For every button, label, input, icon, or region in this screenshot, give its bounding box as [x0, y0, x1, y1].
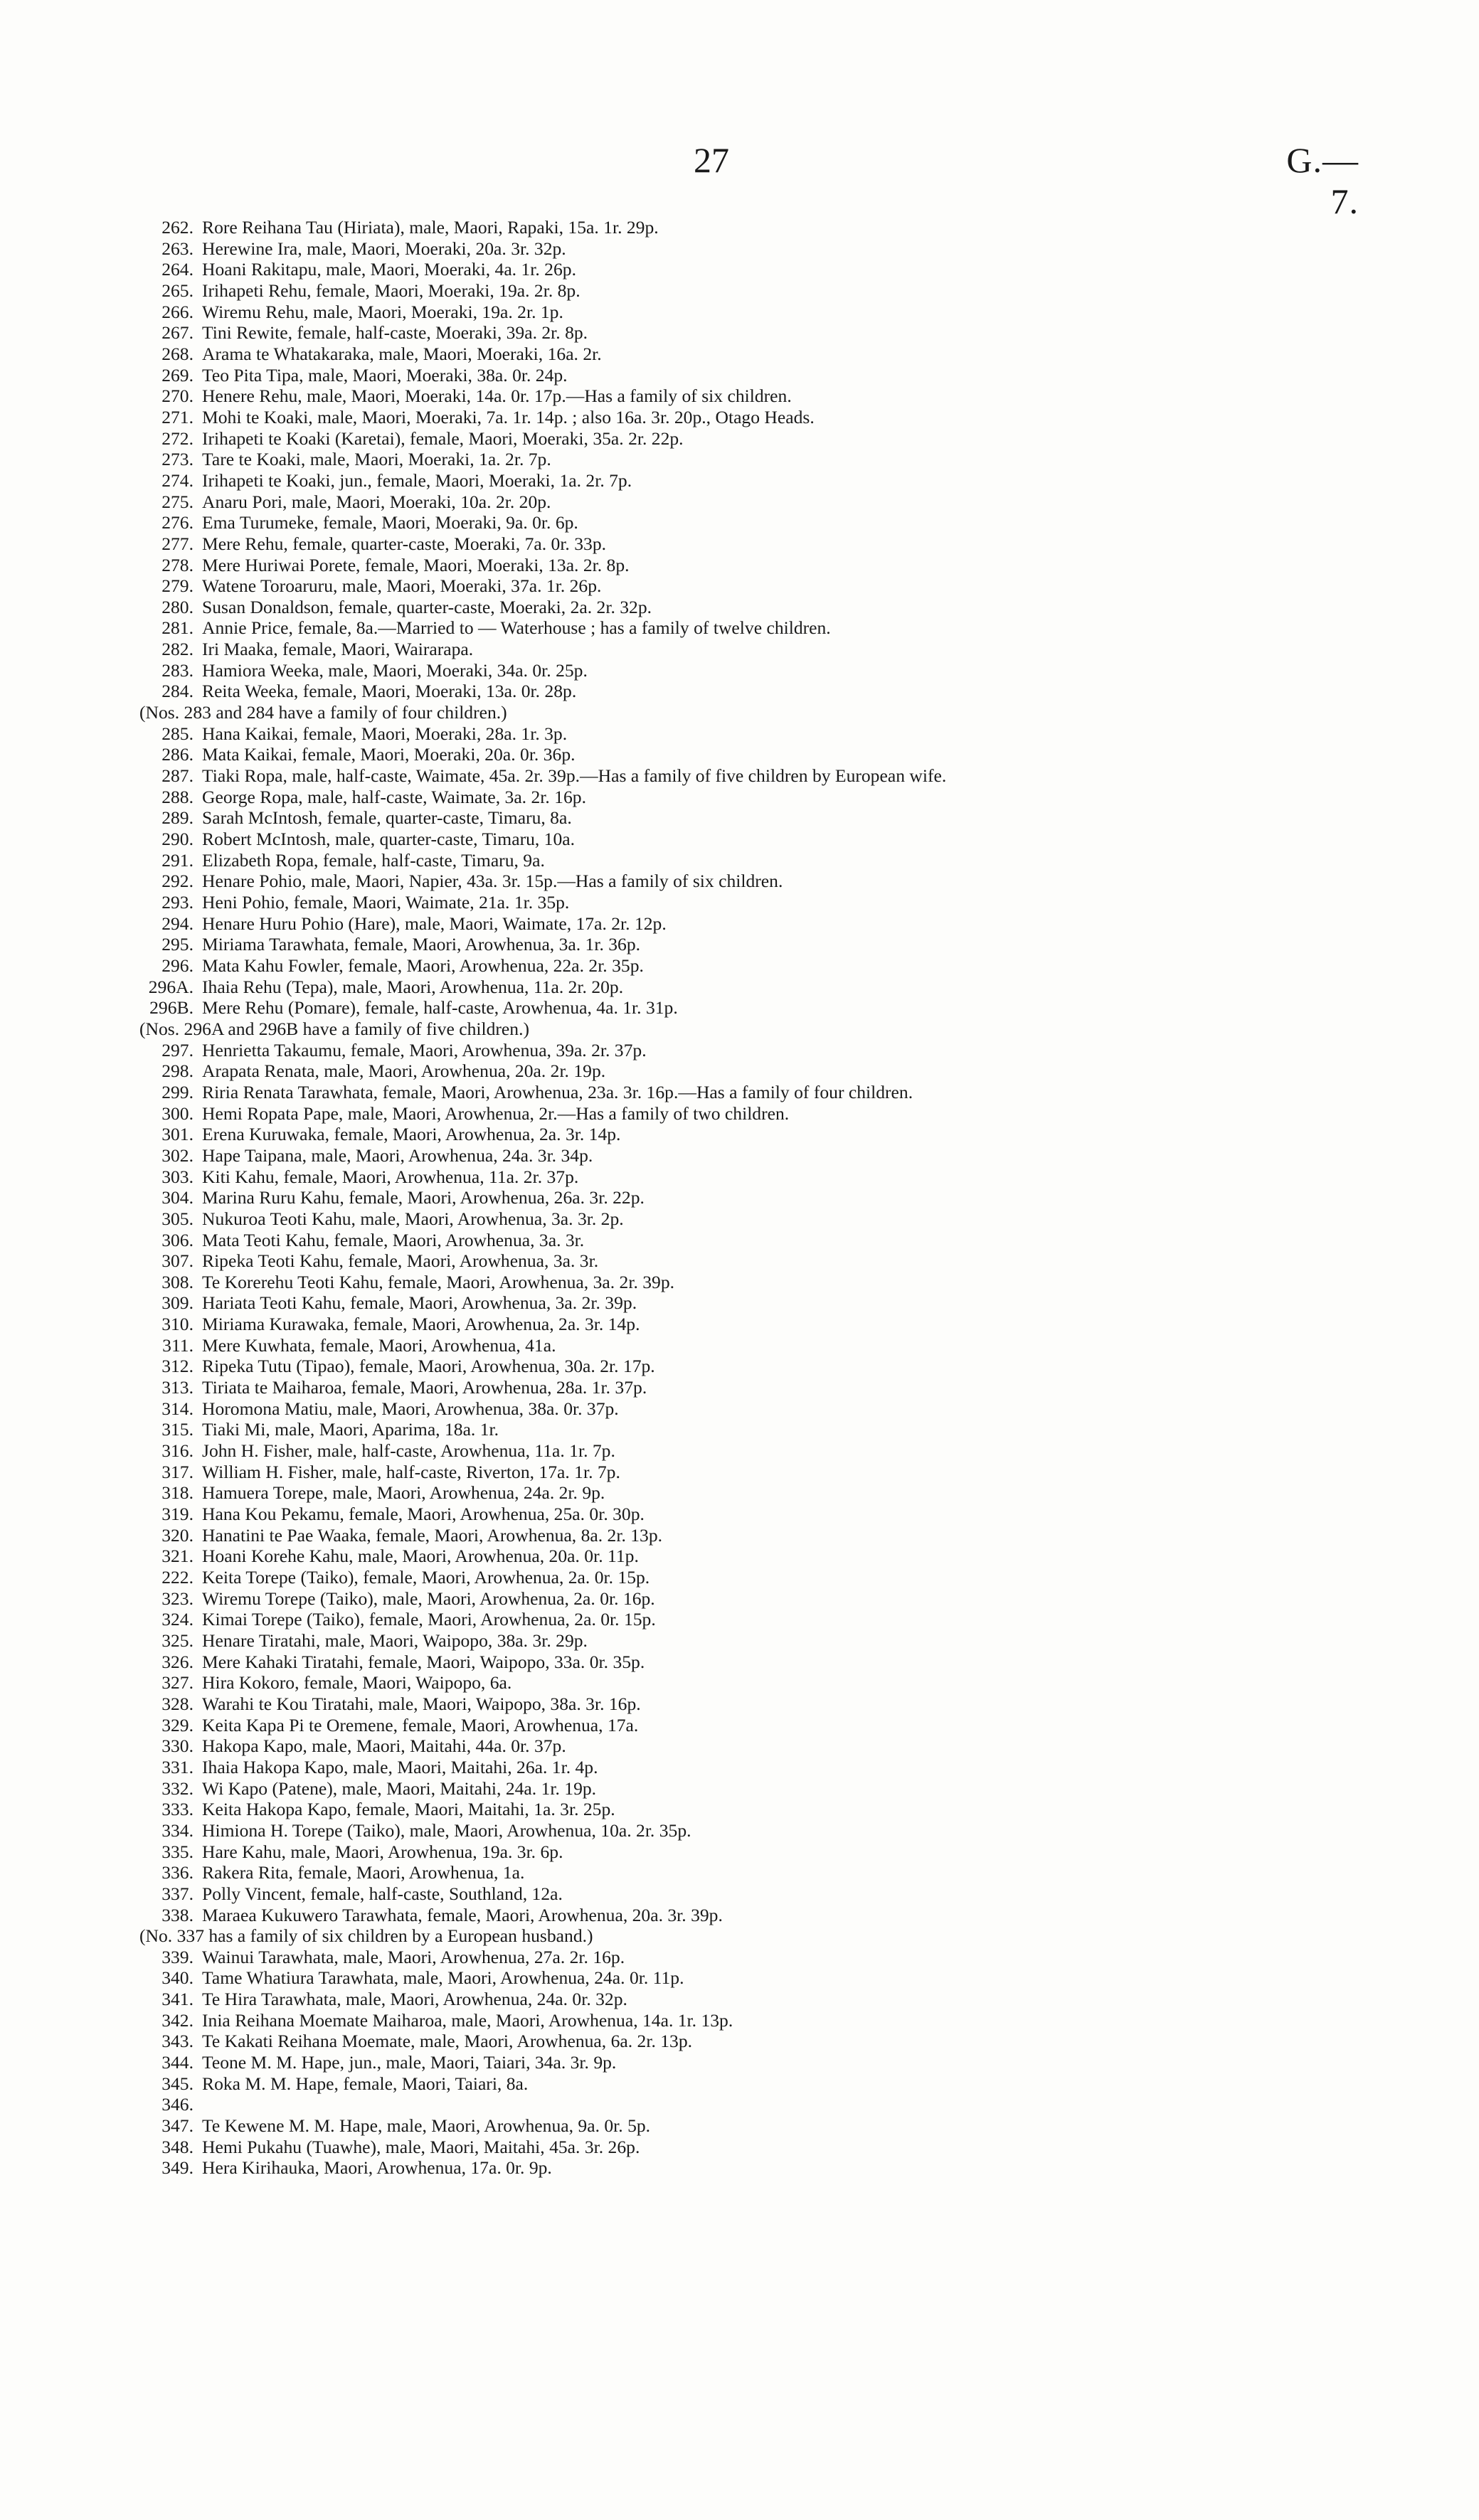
list-item	[139, 1504, 1434, 1525]
list-item	[139, 2031, 1434, 2052]
list-item	[139, 386, 1434, 407]
entry-number: 269.	[161, 364, 194, 386]
entry-number: 336.	[161, 1862, 194, 1883]
entry-text: Miriama Kurawaka, female, Maori, Arowhenua, 2a. 3r. 14p.	[202, 1314, 640, 1335]
entry-text: Keita Hakopa Kapo, female, Maori, Maitahi, 1a. 3r. 25p.	[202, 1799, 615, 1820]
entry-note: (Nos. 296A and 296B have a family of five children.)	[139, 1018, 529, 1039]
list-item	[139, 1862, 1434, 1883]
list-item	[139, 660, 1434, 681]
entry-text: Herewine Ira, male, Maori, Moeraki, 20a. 3r. 32p.	[202, 238, 566, 259]
list-item	[139, 787, 1434, 808]
entry-number: 344.	[161, 2052, 194, 2073]
entry-number: 296.	[161, 955, 194, 976]
entry-number: 310.	[161, 1314, 194, 1335]
list-item	[139, 1377, 1434, 1398]
list-item	[139, 322, 1434, 344]
entry-number: 311.	[162, 1334, 194, 1356]
entry-text: Ema Turumeke, female, Maori, Moeraki, 9a. 0r. 6p.	[202, 512, 578, 533]
list-item	[139, 2073, 1434, 2095]
entry-text: Polly Vincent, female, half-caste, Southland, 12a.	[202, 1883, 563, 1904]
list-item	[139, 1525, 1434, 1546]
entry-text: Hamiora Weeka, male, Maori, Moeraki, 34a. 0r. 25p.	[202, 659, 588, 681]
list-item	[139, 1356, 1434, 1377]
list-item	[139, 2094, 1434, 2115]
list-item	[139, 829, 1434, 850]
entry-text: Hare Kahu, male, Maori, Arowhenua, 19a. 3r. 6p.	[202, 1841, 563, 1862]
list-item	[139, 1567, 1434, 1588]
entry-number: 330.	[161, 1735, 194, 1757]
list-item	[139, 702, 1434, 723]
list-item	[139, 1694, 1434, 1715]
list-item	[139, 533, 1434, 555]
entry-note: (No. 337 has a family of six children by a European husband.)	[139, 1925, 593, 1947]
list-item	[139, 1272, 1434, 1293]
entry-text: Hana Kaikai, female, Maori, Moeraki, 28a. 1r. 3p.	[202, 723, 568, 744]
entry-number: 348.	[161, 2136, 194, 2157]
entry-text: Ihaia Hakopa Kapo, male, Maori, Maitahi, 26a. 1r. 4p.	[202, 1756, 598, 1777]
entry-number: 329.	[161, 1714, 194, 1735]
entry-text: Riria Renata Tarawhata, female, Maori, Arowhenua, 23a. 3r. 16p.—Has a family of four children.	[202, 1081, 913, 1102]
entry-text: Tare te Koaki, male, Maori, Moeraki, 1a. 2r. 7p.	[202, 449, 551, 470]
list-item	[139, 1925, 1434, 1947]
list-item	[139, 871, 1434, 892]
list-item	[139, 1440, 1434, 1462]
entry-text: Arama te Whatakaraka, male, Maori, Moeraki, 16a. 2r.	[202, 343, 602, 364]
entry-text: Heni Pohio, female, Maori, Waimate, 21a. 1r. 35p.	[202, 892, 570, 913]
list-item	[139, 575, 1434, 597]
list-item	[139, 2052, 1434, 2073]
list-item	[139, 1947, 1434, 1968]
entry-text: Warahi te Kou Tiratahi, male, Maori, Waipopo, 38a. 3r. 16p.	[202, 1693, 641, 1714]
list-item	[139, 997, 1434, 1019]
list-item	[139, 1820, 1434, 1841]
entry-number: 342.	[161, 2009, 194, 2031]
list-item	[139, 1883, 1434, 1905]
list-item	[139, 1082, 1434, 1103]
entry-number: 340.	[161, 1967, 194, 1989]
entry-text: Anaru Pori, male, Maori, Moeraki, 10a. 2r. 20p.	[202, 491, 551, 512]
entry-number: 315.	[161, 1419, 194, 1440]
list-item	[139, 1250, 1434, 1272]
entry-text: Horomona Matiu, male, Maori, Arowhenua, 38a. 0r. 37p.	[202, 1398, 619, 1419]
entry-number: 346.	[161, 2094, 194, 2115]
entry-number: 295.	[161, 934, 194, 955]
list-item	[139, 1989, 1434, 2010]
entry-text: Elizabeth Ropa, female, half-caste, Timaru, 9a.	[202, 849, 545, 871]
entry-text: Tiaki Ropa, male, half-caste, Waimate, 45a. 2r. 39p.—Has a family of five children by European wife.	[202, 765, 947, 787]
entry-number: 285.	[161, 723, 194, 744]
list-item	[139, 1145, 1434, 1166]
entry-number: 305.	[161, 1208, 194, 1229]
entry-text: Susan Donaldson, female, quarter-caste, Moeraki, 2a. 2r. 32p.	[202, 596, 652, 617]
entry-text: Annie Price, female, 8a.—Married to — Waterhouse ; has a family of twelve children.	[202, 617, 831, 639]
entry-number: 294.	[161, 913, 194, 934]
list-item	[139, 1208, 1434, 1230]
entry-text: Hemi Ropata Pape, male, Maori, Arowhenua, 2r.—Has a family of two children.	[202, 1102, 790, 1124]
entry-number: 312.	[161, 1356, 194, 1377]
entry-text: Watene Toroaruru, male, Maori, Moeraki, 37a. 1r. 26p.	[202, 575, 602, 597]
entry-number: 222.	[161, 1567, 194, 1588]
entry-text: Marina Ruru Kahu, female, Maori, Arowhenua, 26a. 3r. 22p.	[202, 1187, 645, 1208]
list-item	[139, 1019, 1434, 1040]
entry-text: Sarah McIntosh, female, quarter-caste, Timaru, 8a.	[202, 807, 572, 829]
entry-text: Mohi te Koaki, male, Maori, Moeraki, 7a. 1r. 14p. ; also 16a. 3r. 20p., Otago Heads.	[202, 406, 815, 427]
list-item	[139, 280, 1434, 302]
entry-number: 319.	[161, 1504, 194, 1525]
list-item	[139, 217, 1434, 238]
entry-number: 291.	[161, 849, 194, 871]
list-item	[139, 617, 1434, 639]
list-item	[139, 1905, 1434, 1926]
list-item	[139, 1588, 1434, 1610]
entry-number: 332.	[161, 1777, 194, 1799]
list-item	[139, 1609, 1434, 1630]
list-item	[139, 2010, 1434, 2031]
list-item	[139, 639, 1434, 660]
entry-number: 264.	[161, 259, 194, 280]
entry-text: Mere Rehu (Pomare), female, half-caste, Arowhenua, 4a. 1r. 31p.	[202, 997, 678, 1019]
entry-number: 296B.	[149, 997, 194, 1019]
entry-text: Mata Kahu Fowler, female, Maori, Arowhenua, 22a. 2r. 35p.	[202, 955, 644, 976]
entry-text: Mata Kaikai, female, Maori, Moeraki, 20a. 0r. 36p.	[202, 744, 576, 765]
list-item	[139, 1398, 1434, 1420]
entry-text: Irihapeti te Koaki (Karetai), female, Maori, Moeraki, 35a. 2r. 22p.	[202, 427, 684, 449]
entry-text: Robert McIntosh, male, quarter-caste, Timaru, 10a.	[202, 829, 576, 850]
entry-text: Te Kewene M. M. Hape, male, Maori, Arowhenua, 9a. 0r. 5p.	[202, 2115, 651, 2137]
entry-number: 341.	[161, 1989, 194, 2010]
entry-number: 328.	[161, 1693, 194, 1714]
entry-number: 301.	[161, 1124, 194, 1145]
list-item	[139, 2137, 1434, 2158]
entry-number: 303.	[161, 1166, 194, 1187]
list-item	[139, 2115, 1434, 2137]
list-item	[139, 765, 1434, 787]
entry-number: 273.	[161, 449, 194, 470]
entry-number: 292.	[161, 871, 194, 892]
entry-text: Hana Kou Pekamu, female, Maori, Arowhenua, 25a. 0r. 30p.	[202, 1504, 645, 1525]
entry-number: 317.	[161, 1461, 194, 1482]
entry-text: John H. Fisher, male, half-caste, Arowhenua, 11a. 1r. 7p.	[202, 1440, 615, 1462]
entry-text: Erena Kuruwaka, female, Maori, Arowhenua, 2a. 3r. 14p.	[202, 1124, 621, 1145]
entry-number: 304.	[161, 1187, 194, 1208]
entry-text: Henrietta Takaumu, female, Maori, Arowhenua, 39a. 2r. 37p.	[202, 1039, 647, 1060]
list-item	[139, 1799, 1434, 1820]
list-item	[139, 1967, 1434, 1989]
entry-number: 290.	[161, 829, 194, 850]
entry-number: 327.	[161, 1672, 194, 1694]
list-item	[139, 344, 1434, 365]
entry-text: Ripeka Teoti Kahu, female, Maori, Arowhenua, 3a. 3r.	[202, 1250, 599, 1272]
entry-text: Keita Torepe (Taiko), female, Maori, Arowhenua, 2a. 0r. 15p.	[202, 1567, 650, 1588]
list-item	[139, 365, 1434, 386]
entry-number: 272.	[161, 427, 194, 449]
entry-text: Hakopa Kapo, male, Maori, Maitahi, 44a. 0r. 37p.	[202, 1735, 566, 1757]
list-item	[139, 1314, 1434, 1335]
list-item	[139, 1462, 1434, 1483]
list-item	[139, 1630, 1434, 1652]
list-item	[139, 2157, 1434, 2179]
list-item	[139, 681, 1434, 702]
entry-number: 339.	[161, 1946, 194, 1967]
entry-number: 270.	[161, 386, 194, 407]
entry-text: Ripeka Tutu (Tipao), female, Maori, Arowhenua, 30a. 2r. 17p.	[202, 1356, 655, 1377]
entry-text: Hira Kokoro, female, Maori, Waipopo, 6a.	[202, 1672, 512, 1694]
entry-number: 313.	[161, 1377, 194, 1398]
list-item	[139, 1187, 1434, 1208]
entry-text: Te Korerehu Teoti Kahu, female, Maori, Arowhenua, 3a. 2r. 39p.	[202, 1271, 675, 1292]
list-item	[139, 1166, 1434, 1188]
entry-text: Irihapeti Rehu, female, Maori, Moeraki, 19a. 2r. 8p.	[202, 280, 581, 301]
entry-number: 279.	[161, 575, 194, 597]
list-item	[139, 1757, 1434, 1778]
entry-text: Tiriata te Maiharoa, female, Maori, Arowhenua, 28a. 1r. 37p.	[202, 1377, 647, 1398]
list-item	[139, 1735, 1434, 1757]
entry-text: Mere Rehu, female, quarter-caste, Moeraki, 7a. 0r. 33p.	[202, 533, 607, 554]
entry-number: 326.	[161, 1651, 194, 1672]
entry-text: Te Kakati Reihana Moemate, male, Maori, Arowhenua, 6a. 2r. 13p.	[202, 2031, 693, 2052]
entry-number: 280.	[161, 596, 194, 617]
list-item	[139, 1230, 1434, 1251]
entry-text: Hoani Korehe Kahu, male, Maori, Arowhenua, 20a. 0r. 11p.	[202, 1546, 639, 1567]
list-item	[139, 1060, 1434, 1082]
list-item	[139, 723, 1434, 745]
entry-text: Reita Weeka, female, Maori, Moeraki, 13a. 0r. 28p.	[202, 681, 577, 702]
entry-number: 283.	[161, 659, 194, 681]
document-reference: G.—7.	[1286, 140, 1359, 221]
entry-number: 268.	[161, 343, 194, 364]
entry-number: 320.	[161, 1524, 194, 1546]
entry-number: 275.	[161, 491, 194, 512]
entry-number: 337.	[161, 1883, 194, 1904]
entry-number: 335.	[161, 1841, 194, 1862]
list-item	[139, 977, 1434, 998]
entry-number: 331.	[161, 1756, 194, 1777]
entry-number: 306.	[161, 1229, 194, 1250]
entry-text: Kiti Kahu, female, Maori, Arowhenua, 11a. 2r. 37p.	[202, 1166, 579, 1187]
list-item	[139, 512, 1434, 533]
entry-text: Tini Rewite, female, half-caste, Moeraki, 39a. 2r. 8p.	[202, 322, 588, 344]
list-item	[139, 259, 1434, 280]
list-item	[139, 1103, 1434, 1125]
entry-number: 316.	[161, 1440, 194, 1462]
entry-text: Mere Kahaki Tiratahi, female, Maori, Waipopo, 33a. 0r. 35p.	[202, 1651, 645, 1672]
entry-number: 349.	[161, 2157, 194, 2179]
entry-number: 309.	[161, 1292, 194, 1314]
list-item	[139, 491, 1434, 513]
list-item	[139, 597, 1434, 618]
entry-list	[139, 217, 1434, 2179]
entry-number: 293.	[161, 892, 194, 913]
list-item	[139, 1335, 1434, 1356]
entry-number: 282.	[161, 639, 194, 660]
list-item	[139, 302, 1434, 323]
list-item	[139, 470, 1434, 491]
entry-number: 347.	[161, 2115, 194, 2137]
entry-number: 321.	[161, 1546, 194, 1567]
list-item	[139, 1546, 1434, 1567]
entry-number: 296A.	[148, 976, 194, 997]
list-item	[139, 428, 1434, 450]
entry-number: 307.	[161, 1250, 194, 1272]
entry-number: 308.	[161, 1271, 194, 1292]
page-number: 27	[694, 140, 729, 180]
entry-text: Hariata Teoti Kahu, female, Maori, Arowhenua, 3a. 2r. 39p.	[202, 1292, 637, 1314]
list-item	[139, 1841, 1434, 1863]
entry-number: 263.	[161, 238, 194, 259]
entry-number: 325.	[161, 1630, 194, 1651]
entry-number: 338.	[161, 1904, 194, 1925]
entry-number: 345.	[161, 2073, 194, 2094]
entry-number: 343.	[161, 2031, 194, 2052]
entry-text: Inia Reihana Moemate Maiharoa, male, Maori, Arowhenua, 14a. 1r. 13p.	[202, 2009, 733, 2031]
list-item	[139, 892, 1434, 913]
entry-text: Kimai Torepe (Taiko), female, Maori, Arowhenua, 2a. 0r. 15p.	[202, 1609, 656, 1630]
list-item	[139, 238, 1434, 260]
entry-text: Rore Reihana Tau (Hiriata), male, Maori, Rapaki, 15a. 1r. 29p.	[202, 217, 659, 238]
entry-number: 314.	[161, 1398, 194, 1419]
entry-text: Hape Taipana, male, Maori, Arowhenua, 24a. 3r. 34p.	[202, 1144, 593, 1166]
entry-number: 334.	[161, 1819, 194, 1841]
entry-text: Wiremu Rehu, male, Maori, Moeraki, 19a. 2r. 1p.	[202, 301, 563, 322]
entry-number: 333.	[161, 1799, 194, 1820]
entry-text: Tame Whatiura Tarawhata, male, Maori, Arowhenua, 24a. 0r. 11p.	[202, 1967, 684, 1989]
list-item	[139, 807, 1434, 829]
list-item	[139, 934, 1434, 955]
entry-number: 287.	[161, 765, 194, 787]
entry-text: Hamuera Torepe, male, Maori, Arowhenua, 24a. 2r. 9p.	[202, 1482, 605, 1504]
list-item	[139, 1292, 1434, 1314]
entry-number: 284.	[161, 681, 194, 702]
entry-text: Mata Teoti Kahu, female, Maori, Arowhenua, 3a. 3r.	[202, 1229, 585, 1250]
entry-number: 302.	[161, 1144, 194, 1166]
list-item	[139, 955, 1434, 977]
entry-text: Maraea Kukuwero Tarawhata, female, Maori, Arowhenua, 20a. 3r. 39p.	[202, 1904, 723, 1925]
entry-text: Hera Kirihauka, Maori, Arowhenua, 17a. 0r. 9p.	[202, 2157, 552, 2179]
list-item	[139, 1124, 1434, 1145]
list-item	[139, 1482, 1434, 1504]
entry-text: Rakera Rita, female, Maori, Arowhenua, 1a.	[202, 1862, 525, 1883]
entry-text: Wainui Tarawhata, male, Maori, Arowhenua, 27a. 2r. 16p.	[202, 1946, 625, 1967]
entry-text: Wiremu Torepe (Taiko), male, Maori, Arowhenua, 2a. 0r. 16p.	[202, 1588, 655, 1609]
entry-text: Mere Huriwai Porete, female, Maori, Moeraki, 13a. 2r. 8p.	[202, 554, 630, 575]
entry-text: Henare Tiratahi, male, Maori, Waipopo, 38a. 3r. 29p.	[202, 1630, 588, 1651]
entry-number: 286.	[161, 744, 194, 765]
list-item	[139, 1672, 1434, 1694]
entry-text: Hemi Pukahu (Tuawhe), male, Maori, Maitahi, 45a. 3r. 26p.	[202, 2136, 640, 2157]
list-item	[139, 913, 1434, 935]
entry-text: William H. Fisher, male, half-caste, Riverton, 17a. 1r. 7p.	[202, 1461, 620, 1482]
entry-text: Henare Huru Pohio (Hare), male, Maori, Waimate, 17a. 2r. 12p.	[202, 913, 667, 934]
entry-number: 288.	[161, 786, 194, 807]
list-item	[139, 407, 1434, 428]
list-item	[139, 1715, 1434, 1736]
entry-text: Mere Kuwhata, female, Maori, Arowhenua, 41a.	[202, 1334, 556, 1356]
entry-note: (Nos. 283 and 284 have a family of four children.)	[139, 702, 507, 723]
entry-text: Ihaia Rehu (Tepa), male, Maori, Arowhenua, 11a. 2r. 20p.	[202, 976, 624, 997]
entry-number: 323.	[161, 1588, 194, 1609]
entry-text: Iri Maaka, female, Maori, Wairarapa.	[202, 639, 474, 660]
entry-text: Teone M. M. Hape, jun., male, Maori, Taiari, 34a. 3r. 9p.	[202, 2052, 617, 2073]
list-item	[139, 1652, 1434, 1673]
list-item	[139, 449, 1434, 470]
entry-number: 266.	[161, 301, 194, 322]
entry-text: Arapata Renata, male, Maori, Arowhenua, 20a. 2r. 19p.	[202, 1060, 606, 1082]
entry-number: 289.	[161, 807, 194, 829]
entry-number: 262.	[161, 217, 194, 238]
entry-number: 276.	[161, 512, 194, 533]
entry-text: Teo Pita Tipa, male, Maori, Moeraki, 38a. 0r. 24p.	[202, 364, 568, 386]
entry-number: 277.	[161, 533, 194, 554]
entry-text: Hoani Rakitapu, male, Maori, Moeraki, 4a. 1r. 26p.	[202, 259, 576, 280]
entry-text: Te Hira Tarawhata, male, Maori, Arowhenua, 24a. 0r. 32p.	[202, 1989, 627, 2010]
entry-text: Henare Pohio, male, Maori, Napier, 43a. 3r. 15p.—Has a family of six children.	[202, 871, 783, 892]
entry-number: 267.	[161, 322, 194, 344]
entry-text: Keita Kapa Pi te Oremene, female, Maori, Arowhenua, 17a.	[202, 1714, 639, 1735]
entry-number: 299.	[161, 1081, 194, 1102]
entry-number: 281.	[161, 617, 194, 639]
entry-number: 300.	[161, 1102, 194, 1124]
entry-text: Hanatini te Pae Waaka, female, Maori, Arowhenua, 8a. 2r. 13p.	[202, 1524, 663, 1546]
entry-number: 324.	[161, 1609, 194, 1630]
list-item	[139, 555, 1434, 576]
entry-number: 278.	[161, 554, 194, 575]
entry-text: Roka M. M. Hape, female, Maori, Taiari, 8a.	[202, 2073, 529, 2094]
list-item	[139, 744, 1434, 765]
entry-text: George Ropa, male, half-caste, Waimate, 3a. 2r. 16p.	[202, 786, 586, 807]
list-item	[139, 1778, 1434, 1799]
entry-text: Irihapeti te Koaki, jun., female, Maori, Moeraki, 1a. 2r. 7p.	[202, 469, 632, 491]
entry-text: Himiona H. Torepe (Taiko), male, Maori, Arowhenua, 10a. 2r. 35p.	[202, 1819, 691, 1841]
entry-number: 265.	[161, 280, 194, 301]
entry-text: Miriama Tarawhata, female, Maori, Arowhenua, 3a. 1r. 36p.	[202, 934, 641, 955]
list-item	[139, 1419, 1434, 1440]
entry-number: 274.	[161, 469, 194, 491]
entry-number: 298.	[161, 1060, 194, 1082]
entry-text: Tiaki Mi, male, Maori, Aparima, 18a. 1r.	[202, 1419, 499, 1440]
entry-number: 271.	[161, 406, 194, 427]
entry-number: 318.	[161, 1482, 194, 1504]
list-item	[139, 1040, 1434, 1061]
entry-text: Henere Rehu, male, Maori, Moeraki, 14a. 0r. 17p.—Has a family of six children.	[202, 386, 792, 407]
entry-text: Nukuroa Teoti Kahu, male, Maori, Arowhenua, 3a. 3r. 2p.	[202, 1208, 624, 1229]
entry-number: 297.	[161, 1039, 194, 1060]
list-item	[139, 850, 1434, 871]
entry-text: Wi Kapo (Patene), male, Maori, Maitahi, 24a. 1r. 19p.	[202, 1777, 597, 1799]
